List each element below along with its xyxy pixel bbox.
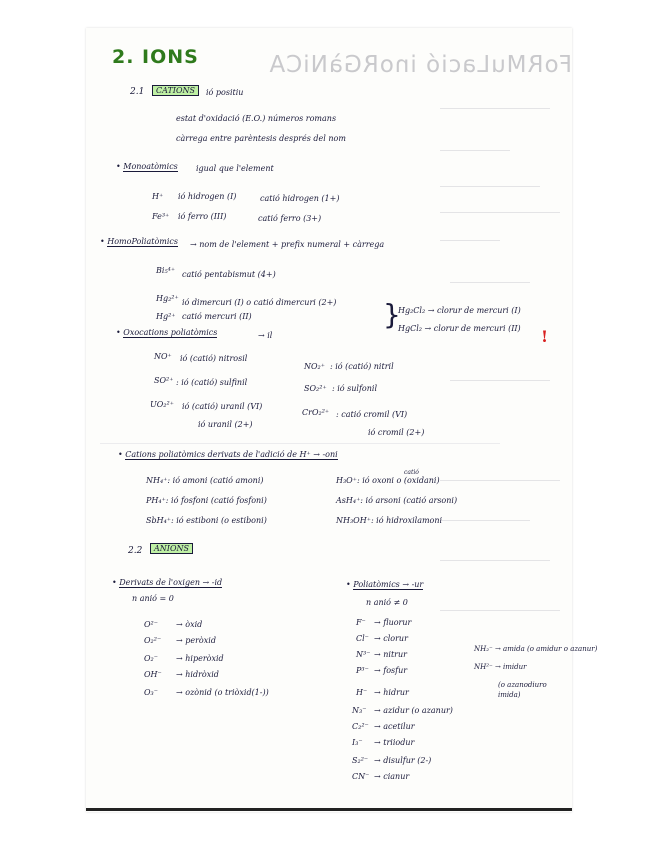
addition-right-3: NH₃OH⁺: ió hidroxilamoni — [336, 516, 443, 525]
oxocations-heading: • Oxocations poliatòmics — [116, 328, 218, 337]
section-number-anions: 2.2 — [128, 546, 143, 556]
mono-name-2: ió ferro (III) — [178, 212, 227, 221]
brace-item-1: Hg₂Cl₂ → clorur de mercuri (I) — [398, 306, 521, 315]
poly-formula-4: P³⁻ — [356, 666, 369, 675]
monoatomic-heading: • Monoatòmics — [116, 162, 178, 171]
oxy-name-4: → hidròxid — [176, 670, 219, 679]
homo-name-2: ió dimercuri (I) o catió dimercuri (2+) — [182, 298, 337, 307]
addition-left-3: SbH₄⁺: ió estiboni (o estiboni) — [146, 516, 267, 525]
oxy-formula-4: OH⁻ — [144, 670, 162, 679]
cations-definition: ió positiu — [206, 88, 244, 97]
poly-formula-1: F⁻ — [356, 618, 366, 627]
extra-note-3: (o azanodiuro imida) — [498, 681, 547, 699]
addition-note: catió — [404, 469, 419, 476]
oxy-name-5: → ozònid (o triòxid(1-)) — [176, 688, 269, 697]
oxo-name-2: : ió (catió) sulfinil — [176, 378, 248, 387]
poly-formula-7: C₂²⁻ — [352, 722, 369, 731]
page-title: 2. IONS — [112, 46, 199, 68]
cations-label: CATIONS — [152, 86, 199, 96]
page-fold-line — [100, 443, 500, 444]
addition-heading: • Cations poliatòmics derivats de l'adició de H⁺ → -oni — [118, 450, 338, 459]
oxo-formula-6: SO₂²⁺ — [304, 384, 327, 393]
mono-formula-2: Fe³⁺ — [152, 212, 170, 221]
extra-note-2: NH²⁻ → imidur — [474, 663, 527, 671]
oxy-name-3: → hiperòxid — [176, 654, 224, 663]
poly-formula-5: H⁻ — [356, 688, 368, 697]
oxo-name-8: ió cromil (2+) — [368, 428, 425, 437]
homopoly-description: → nom de l'element + prefix numeral + càrrega — [190, 240, 385, 249]
poly-name-3: → nitrur — [374, 650, 407, 659]
oxo-name-7: : catió cromil (VI) — [336, 410, 408, 419]
oxocations-suffix: → il — [258, 331, 273, 340]
addition-left-2: PH₄⁺: ió fosfoni (catió fosfoni) — [146, 496, 267, 505]
bleed-through-heading: FoRMuLació inoRGàNiCA — [268, 52, 572, 78]
oxo-formula-1: NO⁺ — [154, 352, 172, 361]
oxy-formula-2: O₂²⁻ — [144, 636, 162, 645]
poly-name-4: → fosfur — [374, 666, 408, 675]
poly-name-2: → clorur — [374, 634, 408, 643]
oxo-name-3: ió (catió) uranil (VI) — [182, 402, 263, 411]
oxo-name-4: ió uranil (2+) — [198, 420, 253, 429]
homo-formula-2: Hg₂²⁺ — [156, 294, 179, 303]
addition-right-1: H₃O⁺: ió oxoni o (oxidani) — [336, 476, 440, 485]
oxy-formula-5: O₃⁻ — [144, 688, 158, 697]
homo-name-3: catió mercuri (II) — [182, 312, 252, 321]
oxygen-heading: • Derivats de l'oxigen → -id — [112, 578, 223, 587]
homopoly-heading: • HomoPoliatòmics — [100, 237, 178, 246]
oxo-formula-7: CrO₂²⁺ — [302, 408, 330, 417]
poly-name-8: → triiodur — [374, 738, 415, 747]
oxy-formula-1: O²⁻ — [144, 620, 158, 629]
poly-formula-6: N₃⁻ — [352, 706, 367, 715]
mono-alt-2: catió ferro (3+) — [258, 214, 322, 223]
addition-right-2: AsH₄⁺: ió arsoni (catió arsoni) — [336, 496, 458, 505]
anions-label: ANIONS — [150, 544, 193, 554]
mono-alt-1: catió hidrogen (1+) — [260, 194, 340, 203]
brace: } — [383, 298, 401, 331]
poly-formula-3: N³⁻ — [356, 650, 371, 659]
oxo-name-6: : ió sulfonil — [332, 384, 378, 393]
oxo-formula-5: NO₂⁺ — [304, 362, 325, 371]
mono-name-1: ió hidrogen (I) — [178, 192, 237, 201]
poly-formula-2: Cl⁻ — [356, 634, 369, 643]
oxy-formula-3: O₂⁻ — [144, 654, 158, 663]
mono-formula-1: H⁺ — [152, 192, 164, 201]
poly-formula-9: S₂²⁻ — [352, 756, 369, 765]
monoatomic-description: igual que l'element — [196, 164, 274, 173]
oxo-name-1: ió (catió) nitrosil — [180, 354, 248, 363]
poly-subrule: n anió ≠ 0 — [366, 598, 408, 607]
oxy-name-1: → òxid — [176, 620, 203, 629]
poly-name-6: → azidur (o azanur) — [374, 706, 453, 715]
addition-left-1: NH₄⁺: ió amoni (catió amoni) — [146, 476, 264, 485]
poly-formula-10: CN⁻ — [352, 772, 370, 781]
exclamation-mark: ! — [541, 327, 549, 346]
homo-name-1: catió pentabismut (4+) — [182, 270, 276, 279]
oxo-formula-3: UO₂²⁺ — [150, 400, 174, 409]
brace-item-2: HgCl₂ → clorur de mercuri (II) — [398, 324, 521, 333]
oxy-name-2: → peròxid — [176, 636, 216, 645]
homo-formula-3: Hg²⁺ — [156, 312, 176, 321]
extra-note-1: NH₂⁻ → amida (o amidur o azanur) — [474, 645, 598, 653]
poly-heading: • Poliatòmics → -ur — [346, 580, 424, 589]
oxygen-subrule: n anió = 0 — [132, 594, 174, 603]
poly-formula-8: I₃⁻ — [352, 738, 363, 747]
cations-rule-1: estat d'oxidació (E.O.) números romans — [176, 114, 337, 123]
poly-name-9: → disulfur (2-) — [374, 756, 432, 765]
poly-name-10: → cianur — [374, 772, 410, 781]
section-number-cations: 2.1 — [130, 87, 145, 97]
homo-formula-1: Bi₅⁴⁺ — [156, 266, 176, 275]
oxo-formula-2: SO²⁺ — [154, 376, 174, 385]
poly-name-5: → hidrur — [374, 688, 409, 697]
oxo-name-5: : ió (catió) nitril — [330, 362, 394, 371]
poly-name-7: → acetilur — [374, 722, 415, 731]
cations-rule-2: càrrega entre parèntesis després del nom — [176, 134, 346, 143]
bottom-rule — [86, 808, 572, 811]
poly-name-1: → fluorur — [374, 618, 412, 627]
